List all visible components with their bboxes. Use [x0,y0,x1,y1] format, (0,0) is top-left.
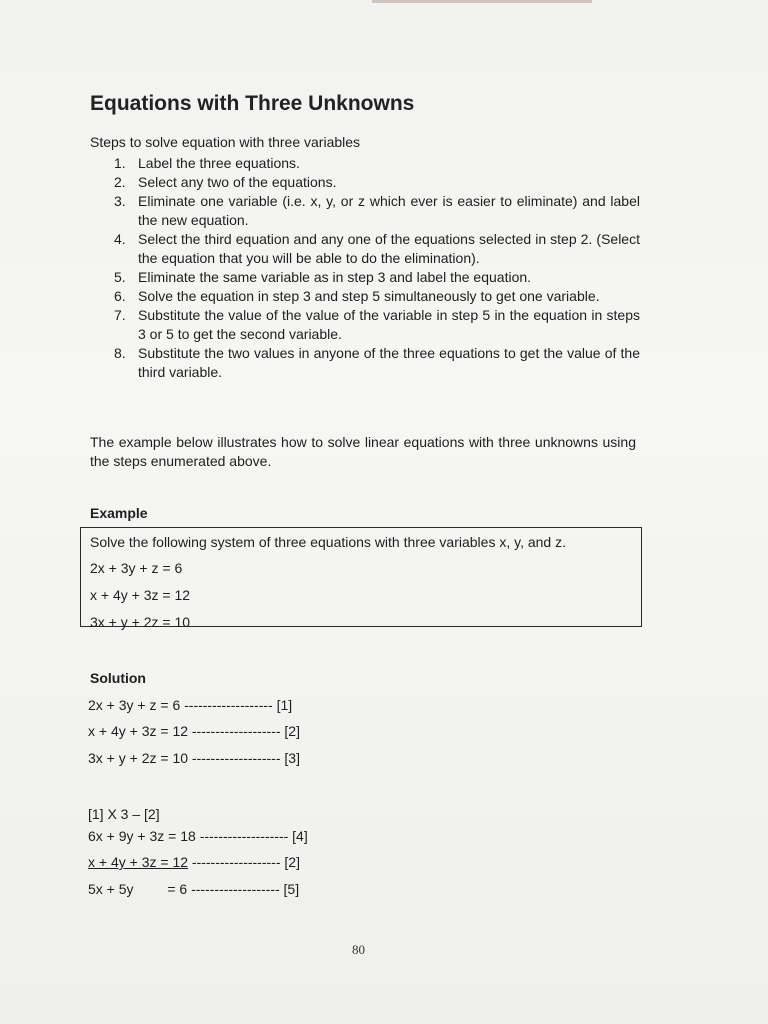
step-item: 4. Select the third equation and any one of the equations selected in step 2. (Select the equation that you will be able to do the elimination). [114,231,640,266]
example-equation: 3x + y + 2z = 10 [90,614,191,630]
solution-equation: x + 4y + 3z = 12 ------------------- [2] [88,723,300,739]
steps-list [108,154,640,382]
step-item: 6. Solve the equation in step 3 and step 5 simultaneously to get one variable. [114,288,600,304]
steps-intro: Steps to solve equation with three variables [90,134,361,150]
example-equation: 2x + 3y + z = 6 [90,560,183,576]
page-number: 80 [352,942,365,957]
step-item: 5. Eliminate the same variable as in step 3 and label the equation. [114,269,532,285]
step-item: 3. Eliminate one variable (i.e. x, y, or z which ever is easier to eliminate) and label the new equation. [114,193,640,228]
operation-label: [1] X 3 – [2] [88,806,160,822]
example-box [80,527,642,630]
page-title: Equations with Three Unknowns [90,92,415,115]
work-equation: 5x + 5y = 6 ------------------- [5] [88,881,300,897]
solution-equation: 3x + y + 2z = 10 ------------------- [3] [88,750,300,766]
step-item: 1. Label the three equations. [114,155,300,171]
solution-heading: Solution [90,670,146,686]
work-equation: 6x + 9y + 3z = 18 ------------------- [4] [88,828,308,844]
step-item: 8. Substitute the two values in anyone of the three equations to get the value of the third variable. [114,345,640,380]
step-item: 2. Select any two of the equations. [114,174,337,190]
example-heading: Example [90,505,148,521]
example-equation: x + 4y + 3z = 12 [90,587,191,603]
example-prompt: Solve the following system of three equations with three variables x, y, and z. [90,534,566,550]
work-equation: x + 4y + 3z = 12 ------------------- [2] [88,854,300,870]
page-edge-shadow [372,0,592,3]
step-item: 7. Substitute the value of the value of the variable in step 5 in the equation in steps 3 or 5 to get the second variable. [114,307,640,342]
solution-equation: 2x + 3y + z = 6 ------------------- [1] [88,697,293,713]
explanation-paragraph: The example below illustrates how to solve linear equations with three unknowns using the steps enumerated above. [90,434,636,469]
